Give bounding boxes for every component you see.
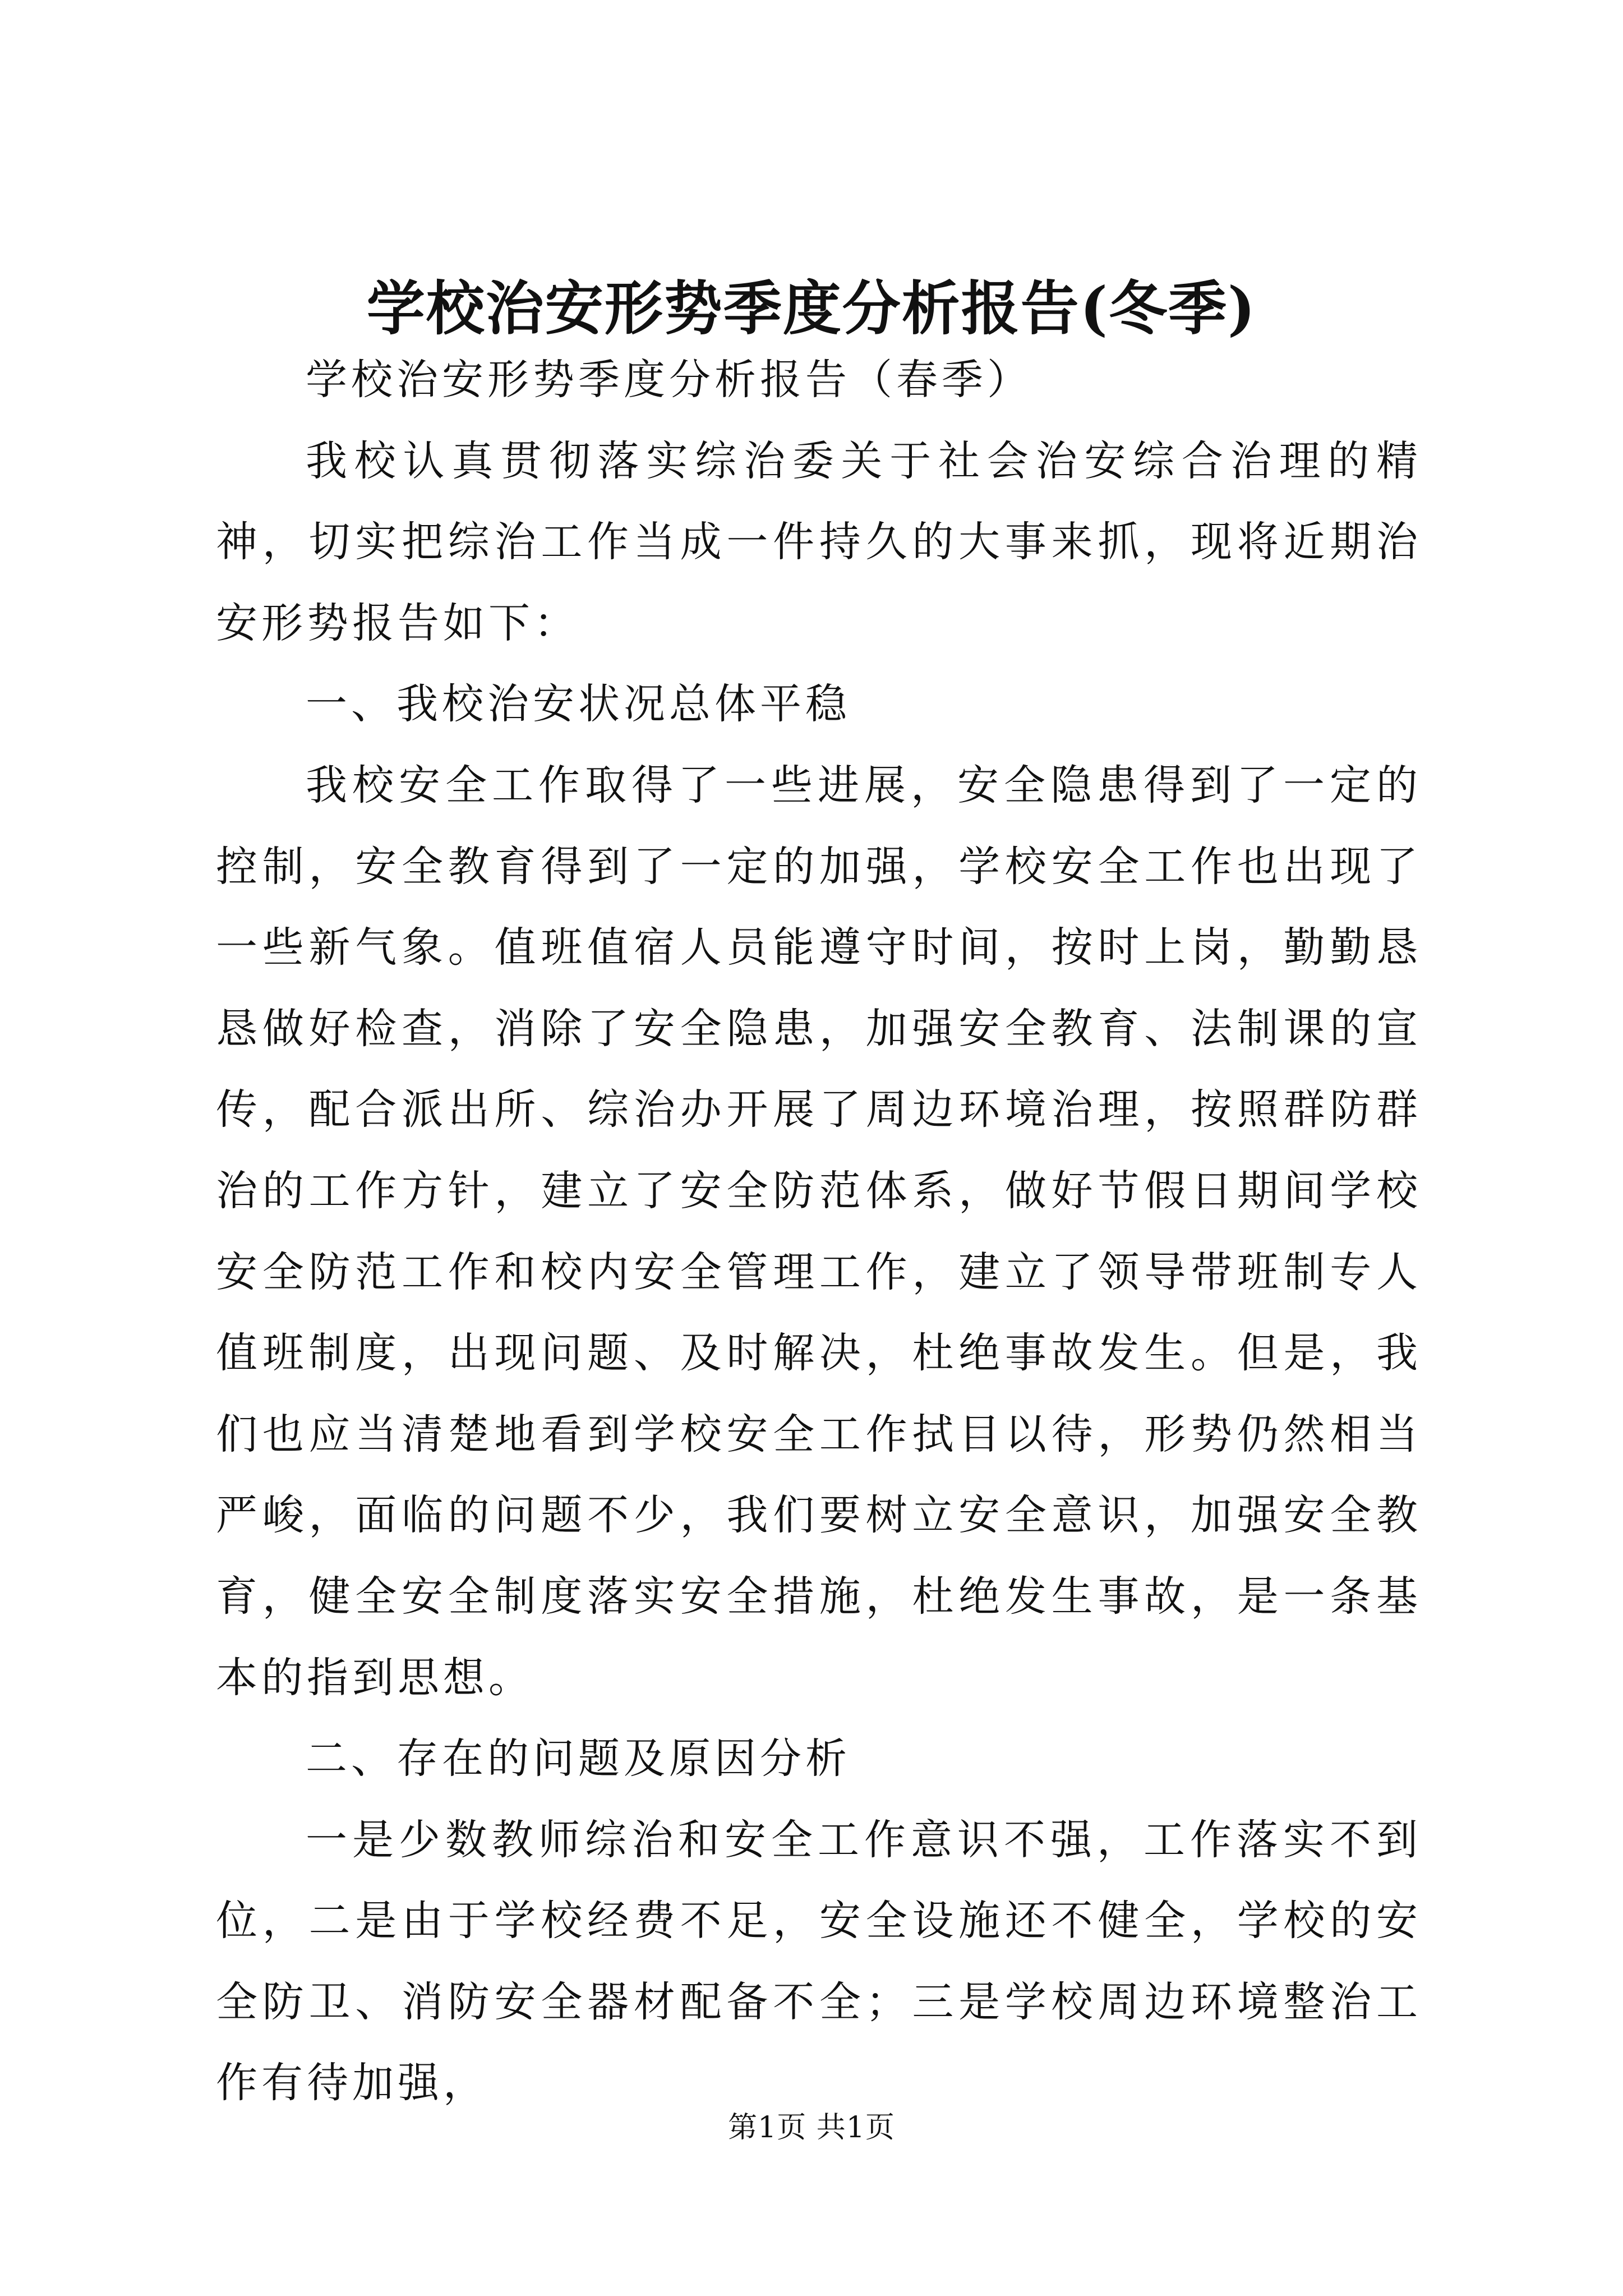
document-title: 学校治安形势季度分析报告(冬季)	[366, 274, 1257, 343]
page-footer: 第1页 共1页	[728, 2111, 895, 2145]
paragraph-subtitle: 学校治安形势季度分析报告（春季）	[306, 356, 1032, 404]
paragraph-intro: 我校认真贯彻落实综治委关于社会治安综合治理的精神，切实把综治工作当成一件持久的大事来抓，现将近期治安形势报告如下：	[216, 436, 1422, 647]
document-body	[216, 339, 1422, 2124]
section-heading-1: 一、我校治安状况总体平稳	[306, 680, 851, 729]
paragraph-section-2: 一是少数教师综治和安全工作意识不强，工作落实不到位，二是由于学校经费不足，安全设施还不健全，学校的安全防卫、消防安全器材配备不全；三是学校周边环境整治工作有待加强，	[216, 1815, 1422, 2108]
paragraph-section-1: 我校安全工作取得了一些进展，安全隐患得到了一定的控制，安全教育得到了一定的加强，学校安全工作也出现了一些新气象。值班值宿人员能遵守时间，按时上岗，勤勤恳恳做好检查，消除了安全隐患，加强安全教育、法制课的宣传，配合派出所、综治办开展了周边环境治理，按照群防群治的工作方针，建立了安全防范体系，做好节假日期间学校安全防范工作和校内安全管理工作，建立了领导带班制专人值班制度，出现问题、及时解决，杜绝事故发生。但是，我们也应当清楚地看到学校安全工作拭目以待，形势仍然相当严峻，面临的问题不少，我们要树立安全意识，加强安全教育，健全安全制度落实安全措施，杜绝发生事故，是一条基本的指到思想。	[216, 761, 1422, 1702]
section-heading-2: 二、存在的问题及原因分析	[306, 1734, 851, 1783]
